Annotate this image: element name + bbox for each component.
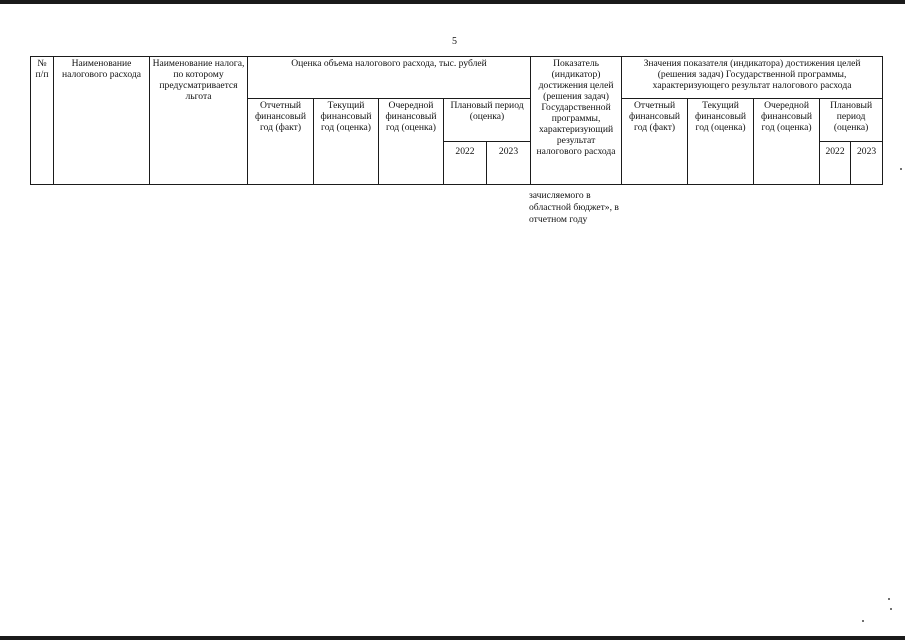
header-estimate-year-2022: 2022 — [444, 142, 487, 185]
header-estimate-next: Очередной финансовый год (оценка) — [379, 99, 444, 185]
header-estimate-current: Текущий финансовый год (оценка) — [314, 99, 379, 185]
header-values-current: Текущий финансовый год (оценка) — [688, 99, 754, 185]
header-values-planning: Плановый период (оценка) — [820, 99, 883, 142]
top-border — [0, 0, 905, 4]
header-estimate-planning: Плановый период (оценка) — [444, 99, 531, 142]
header-values-year-2022: 2022 — [820, 142, 851, 185]
header-values-year-2023: 2023 — [851, 142, 883, 185]
tax-expense-table — [30, 56, 883, 185]
header-indicator: Показатель (индикатор) достижения целей (решения задач) Государственной программы, характеризующий результат налогового расхода — [531, 57, 622, 185]
scan-speck — [888, 598, 890, 600]
header-estimate-reporting: Отчетный финансовый год (факт) — [248, 99, 314, 185]
header-values-reporting: Отчетный финансовый год (факт) — [622, 99, 688, 185]
scan-speck — [900, 168, 902, 170]
scan-speck — [890, 608, 892, 610]
bottom-border — [0, 636, 905, 640]
header-expense-name: Наименование налогового расхода — [54, 57, 150, 185]
header-estimate-year-2023: 2023 — [487, 142, 531, 185]
header-estimate-group: Оценка объема налогового расхода, тыс. рублей — [248, 57, 531, 99]
header-number: № п/п — [31, 57, 54, 185]
header-tax-name: Наименование налога, по которому предусматривается льгота — [150, 57, 248, 185]
header-values-next: Очередной финансовый год (оценка) — [754, 99, 820, 185]
scan-speck — [862, 620, 864, 622]
header-values-group: Значения показателя (индикатора) достижения целей (решения задач) Государственной программы, характеризующего результат налогового расхода — [622, 57, 883, 99]
page-number: 5 — [452, 36, 457, 47]
overflow-text: зачисляемого в областной бюджет», в отчетном году — [529, 190, 619, 225]
